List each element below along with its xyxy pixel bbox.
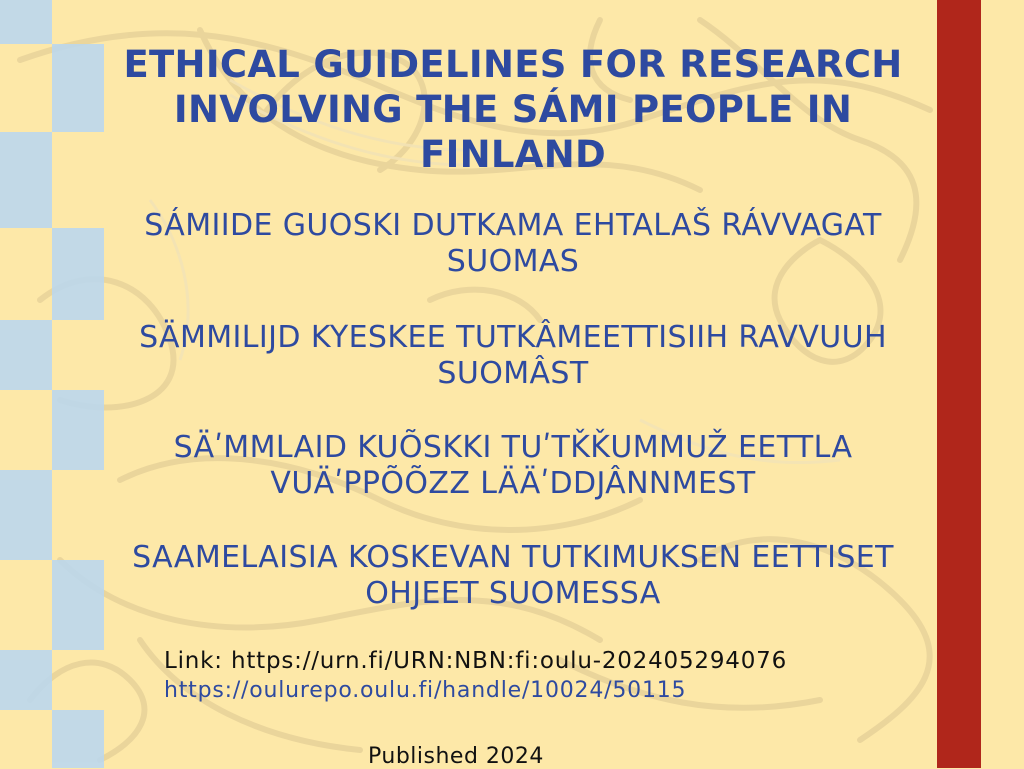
published-year: Published 2024 bbox=[368, 744, 544, 769]
repository-link[interactable]: https://oulurepo.oulu.fi/handle/10024/50115 bbox=[164, 678, 687, 703]
subtitle-finnish: SAAMELAISIA KOSKEVAN TUTKIMUKSEN EETTISET OHJEET SUOMESSA bbox=[132, 540, 894, 611]
red-accent-stripe bbox=[937, 0, 981, 768]
subtitle-inari-sami: SÄMMILIJD KYESKEE TUTKÂMEETTISIIH RAVVUUH SUOMÂST bbox=[139, 320, 887, 391]
document-title: ETHICAL GUIDELINES FOR RESEARCH INVOLVING THE SÁMI PEOPLE IN FINLAND bbox=[123, 43, 903, 176]
links-block bbox=[164, 646, 804, 706]
urn-link[interactable]: Link: https://urn.fi/URN:NBN:fi:oulu-202405294076 bbox=[164, 648, 788, 674]
subtitle-skolt-sami: SÄʹMMLAID KUÕSKKI TUʹTǨǨUMMUŽ EETTLA VUÄʹPPÕÕZZ LÄÄʹDDJÂNNMEST bbox=[173, 430, 853, 501]
cover-content bbox=[100, 0, 926, 768]
checkerboard-pattern bbox=[0, 0, 106, 768]
subtitle-north-sami: SÁMIIDE GUOSKI DUTKAMA EHTALAŠ RÁVVAGAT SUOMAS bbox=[144, 208, 882, 279]
